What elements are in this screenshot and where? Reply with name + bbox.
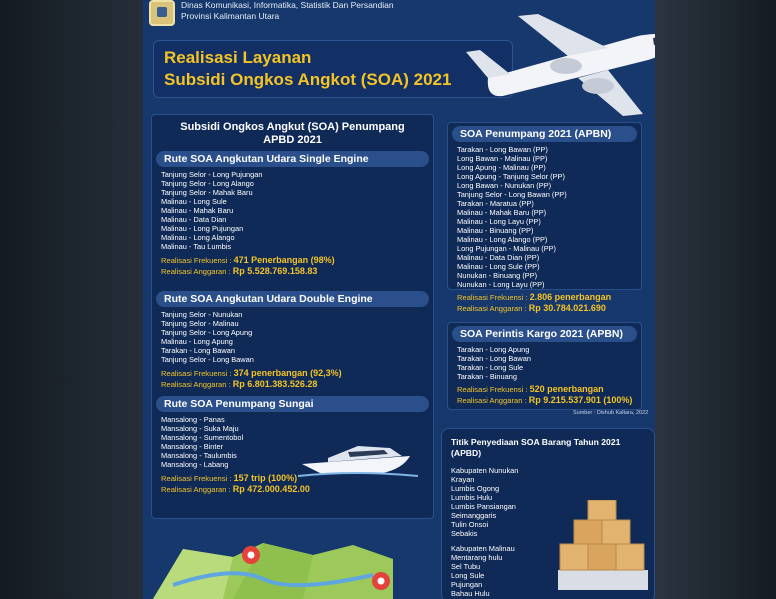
agency-header — [149, 0, 394, 26]
kargo-header: SOA Perintis Kargo 2021 (APBN) — [452, 326, 637, 342]
double-engine-header: Rute SOA Angkutan Udara Double Engine — [156, 291, 429, 307]
penumpang-budget: Realisasi Anggaran : Rp 30.784.021.690 — [457, 303, 606, 313]
route-item: Mansalong - Sumentobol — [161, 433, 244, 442]
location-item: Lumbis Pansiangan — [451, 502, 516, 511]
double-freq: Realisasi Frekuensi : 374 penerbangan (92,3%) — [161, 368, 342, 378]
single-engine-route-list — [152, 170, 433, 251]
route-item: Tanjung Selor - Mahak Baru — [161, 188, 253, 197]
route-item: Tarakan - Maratua (PP) — [457, 199, 534, 208]
route-item: Tanjung Selor - Long Alango — [161, 179, 254, 188]
route-item: Malinau - Long Sule (PP) — [457, 262, 540, 271]
route-item: Malinau - Long Layu (PP) — [457, 217, 541, 226]
location-item: Mentarang hulu — [451, 553, 503, 562]
agency-name: Dinas Komunikasi, Informatika, Statistik Dan Persandian — [181, 0, 394, 10]
route-item: Mansalong - Binter — [161, 442, 224, 451]
infographic-poster — [143, 0, 655, 599]
route-item: Nunukan - Long Layu (PP) — [457, 280, 545, 289]
group-malinau-title: Kabupaten Malinau — [451, 544, 515, 553]
route-item: Tarakan - Long Sule — [457, 363, 524, 372]
route-item: Mansalong - Panas — [161, 415, 225, 424]
double-budget: Realisasi Anggaran : Rp 6.801.383.526.28 — [161, 379, 318, 389]
group-nunukan-title: Kabupaten Nunukan — [451, 466, 519, 475]
location-item: Sebakis — [451, 529, 478, 538]
route-item: Malinau - Mahak Baru (PP) — [457, 208, 547, 217]
route-item: Tarakan - Long Bawan (PP) — [457, 145, 548, 154]
route-item: Long Apung - Malinau (PP) — [457, 163, 546, 172]
province-logo-icon — [149, 0, 175, 26]
river-freq: Realisasi Frekuensi : 157 trip (100%) — [161, 473, 298, 483]
double-engine-route-list — [152, 310, 433, 364]
location-item: Krayan — [451, 475, 475, 484]
single-engine-header: Rute SOA Angkutan Udara Single Engine — [156, 151, 429, 167]
route-item: Nunukan - Binuang (PP) — [457, 271, 538, 280]
route-item: Mansalong - Taulumbis — [161, 451, 237, 460]
route-item: Tanjung Selor - Long Bawan (PP) — [457, 190, 567, 199]
route-item: Long Apung - Tanjung Selor (PP) — [457, 172, 565, 181]
titik-header-1: Titik Penyediaan SOA Barang Tahun 2021 — [451, 437, 621, 447]
route-item: Tarakan - Binuang — [457, 372, 517, 381]
map-illustration — [143, 535, 433, 599]
kargo-panel — [447, 322, 642, 410]
route-item: Long Bawan - Malinau (PP) — [457, 154, 548, 163]
apbd-title-2: APBD 2021 — [263, 134, 322, 146]
kargo-budget: Realisasi Anggaran : Rp 9.215.537.901 (100%) — [457, 395, 633, 405]
backdrop-right — [650, 0, 776, 599]
route-item: Tarakan - Long Bawan — [457, 354, 531, 363]
apbd-title-1: Subsidi Ongkos Angkut (SOA) Penumpang — [180, 121, 405, 133]
penumpang-apbn-panel — [447, 122, 642, 313]
kargo-freq: Realisasi Frekuensi : 520 penerbangan — [457, 384, 604, 394]
yacht-icon — [298, 436, 418, 480]
titik-header-2: (APBD) — [451, 448, 482, 458]
route-item: Malinau - Binuang (PP) — [457, 226, 534, 235]
route-item: Malinau - Mahak Baru — [161, 206, 234, 215]
location-item: Lumbis Ogong — [451, 484, 500, 493]
route-item: Malinau - Tau Lumbis — [161, 242, 232, 251]
source-note: Sumber : Dishub Kaltara, 2022 — [573, 410, 649, 416]
route-item: Malinau - Data Dian (PP) — [457, 253, 540, 262]
cargo-boxes-icon — [548, 500, 648, 590]
title-line-2: Subsidi Ongkos Angkot (SOA) 2021 — [164, 70, 452, 89]
river-budget: Realisasi Anggaran : Rp 472.000.452.00 — [161, 484, 310, 494]
route-item: Malinau - Long Sule — [161, 197, 227, 206]
penumpang-apbn-header: SOA Penumpang 2021 (APBN) — [452, 126, 637, 142]
location-item: Sel Tubu — [451, 562, 481, 571]
route-item: Malinau - Long Alango (PP) — [457, 235, 548, 244]
route-item: Malinau - Long Alango — [161, 233, 235, 242]
route-item: Tanjung Selor - Long Bawan — [161, 355, 254, 364]
route-item: Malinau - Long Pujungan — [161, 224, 244, 233]
location-item: Long Sule — [451, 571, 485, 580]
title-line-1: Realisasi Layanan — [164, 48, 312, 67]
route-item: Malinau - Long Apung — [161, 337, 233, 346]
route-item: Tanjung Selor - Long Pujungan — [161, 170, 263, 179]
single-freq: Realisasi Frekuensi : 471 Penerbangan (98%) — [161, 255, 335, 265]
agency-province: Provinsi Kalimantan Utara — [181, 11, 280, 21]
route-item: Tanjung Selor - Long Apung — [161, 328, 253, 337]
route-item: Tanjung Selor - Nunukan — [161, 310, 243, 319]
backdrop-left — [0, 0, 150, 599]
single-budget: Realisasi Anggaran : Rp 5.528.769.158.83 — [161, 266, 318, 276]
location-item: Bahau Hulu — [451, 589, 490, 598]
river-header: Rute SOA Penumpang Sungai — [156, 396, 429, 412]
route-item: Long Pujungan - Malinau (PP) — [457, 244, 557, 253]
location-item: Tulin Onsoi — [451, 520, 489, 529]
route-item: Tanjung Selor - Malinau — [161, 319, 239, 328]
route-item: Mansalong - Suka Maju — [161, 424, 239, 433]
airplane-icon — [448, 8, 655, 118]
route-item: Malinau - Data Dian — [161, 215, 227, 224]
penumpang-route-list — [448, 145, 641, 289]
location-item: Seimanggaris — [451, 511, 497, 520]
route-item: Long Bawan - Nunukan (PP) — [457, 181, 552, 190]
location-item: Lumbis Hulu — [451, 493, 493, 502]
location-item: Pujungan — [451, 580, 483, 589]
penumpang-freq: Realisasi Frekuensi : 2.806 penerbangan — [457, 292, 612, 302]
route-item: Tarakan - Long Bawan — [161, 346, 235, 355]
route-item: Tarakan - Long Apung — [457, 345, 530, 354]
kargo-route-list — [448, 345, 641, 381]
route-item: Mansalong - Labang — [161, 460, 229, 469]
